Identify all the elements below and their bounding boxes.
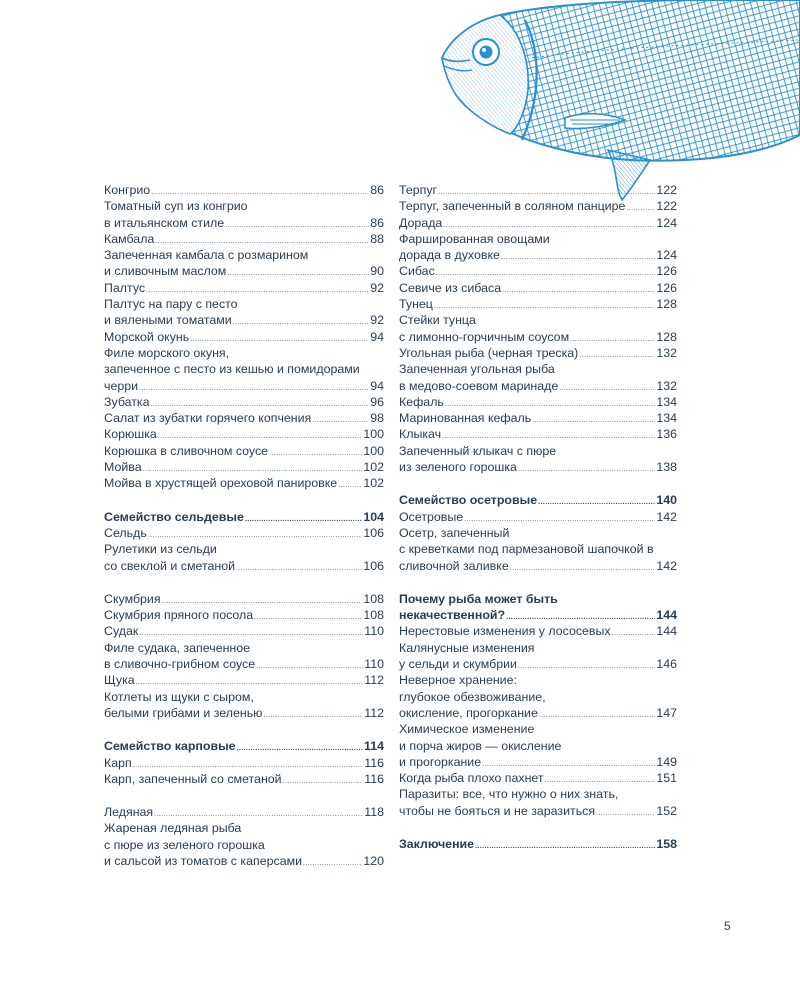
toc-entry-title: Палтус — [104, 280, 146, 295]
toc-entry-title: Севиче из сибаса — [399, 280, 502, 295]
toc-entry[interactable] — [104, 296, 384, 329]
toc-page-number: 92 — [370, 313, 384, 328]
toc-entry-title: Филе судака, запеченное — [104, 640, 251, 655]
toc-dot-leader — [139, 623, 363, 639]
toc-entry[interactable] — [399, 394, 677, 410]
toc-entry-title: Маринованная кефаль — [399, 411, 532, 426]
toc-page-number: 152 — [656, 803, 677, 818]
toc-entry[interactable] — [104, 755, 384, 771]
toc-entry[interactable] — [399, 509, 677, 525]
toc-dot-leader — [227, 263, 369, 279]
toc-entry-title: Судак — [104, 624, 139, 639]
toc-entry[interactable] — [104, 525, 384, 541]
toc-page-number: 88 — [370, 231, 384, 246]
toc-entry[interactable] — [399, 443, 677, 476]
toc-section-heading[interactable] — [104, 738, 384, 754]
page-number: 5 — [724, 919, 731, 933]
toc-dot-leader — [518, 656, 655, 672]
toc-section-heading[interactable] — [104, 509, 384, 525]
toc-entry-title: и сливочным маслом — [104, 264, 227, 279]
toc-dot-leader — [225, 215, 369, 231]
toc-page-number: 144 — [656, 624, 677, 639]
toc-entry-title: Сибас — [399, 264, 435, 279]
toc-entry-title: Мойва — [104, 460, 142, 475]
toc-page-number: 100 — [363, 443, 384, 458]
toc-entry-title: Неверное хранение: — [399, 673, 517, 688]
toc-entry-title: и вялеными томатами — [104, 313, 232, 328]
toc-right-column — [399, 182, 677, 852]
toc-entry[interactable] — [399, 721, 677, 770]
toc-dot-leader — [559, 378, 655, 394]
toc-entry-title: чтобы не бояться и не заразиться — [399, 803, 596, 818]
toc-dot-leader — [146, 280, 369, 296]
toc-dot-leader — [538, 492, 655, 508]
toc-page-number: 132 — [656, 345, 677, 360]
toc-entry-title: Скумбрия — [104, 591, 161, 606]
toc-page-number: 110 — [364, 657, 384, 672]
toc-entry[interactable] — [104, 394, 384, 410]
toc-page-number: 124 — [656, 215, 677, 230]
toc-entry-title: Жареная ледяная рыба — [104, 821, 242, 836]
toc-entry[interactable] — [399, 426, 677, 442]
toc-entry-title: Нерестовые изменения у лососевых — [399, 624, 611, 639]
toc-page-number: 112 — [364, 673, 384, 688]
toc-entry-title: Скумбрия пряного посола — [104, 608, 254, 623]
toc-entry-title: у сельди и скумбрии — [399, 657, 517, 672]
toc-entry[interactable] — [104, 198, 384, 231]
toc-entry[interactable] — [104, 231, 384, 247]
toc-page-number: 128 — [656, 297, 677, 312]
toc-entry-title: со свеклой и сметаной — [104, 558, 236, 573]
toc-page-number: 118 — [364, 805, 384, 820]
toc-entry[interactable] — [399, 525, 677, 574]
toc-entry-title: Конгрио — [104, 183, 151, 197]
toc-entry[interactable] — [104, 280, 384, 296]
toc-page-number: 94 — [370, 378, 384, 393]
toc-entry[interactable] — [104, 475, 384, 491]
toc-page-number: 122 — [656, 199, 677, 214]
toc-page-number: 86 — [370, 183, 384, 197]
toc-page-number: 151 — [656, 771, 677, 786]
toc-dot-leader — [570, 329, 655, 345]
toc-page-number: 142 — [656, 509, 677, 524]
toc-dot-leader — [510, 558, 656, 574]
toc-entry-title: Корюшка в сливочном соусе — [104, 443, 269, 458]
toc-dot-leader — [237, 738, 363, 754]
toc-entry-title: Мойва в хрустящей ореховой панировке — [104, 476, 338, 491]
toc-dot-leader — [148, 525, 363, 541]
toc-page-number: 134 — [656, 411, 677, 426]
toc-dot-leader — [502, 280, 655, 296]
toc-page-number: 106 — [363, 558, 384, 573]
toc-entry[interactable] — [399, 345, 677, 361]
toc-entry[interactable] — [104, 247, 384, 280]
toc-dot-leader — [151, 394, 370, 410]
toc-dot-leader — [256, 656, 363, 672]
toc-entry-title: Почему рыба может быть — [399, 591, 558, 606]
toc-dot-leader — [442, 426, 655, 442]
toc-entry[interactable] — [104, 329, 384, 345]
toc-entry-title: Запеченная угольная рыба — [399, 362, 555, 377]
toc-entry-title: некачественной? — [399, 608, 506, 623]
toc-entry-title: с пюре из зеленого горошка — [104, 837, 265, 852]
toc-entry[interactable] — [104, 410, 384, 426]
toc-entry-title: и порча жиров — окисление — [399, 738, 562, 753]
toc-dot-leader — [143, 459, 363, 475]
toc-entry-title: Карп — [104, 755, 132, 770]
toc-page-number: 100 — [363, 427, 384, 442]
toc-entry-title: и сальсой из томатов с каперсами — [104, 853, 303, 868]
toc-entry-title: Корюшка — [104, 427, 157, 442]
toc-dot-leader — [475, 836, 655, 852]
toc-entry[interactable] — [104, 820, 384, 869]
toc-page-number: 86 — [370, 215, 384, 230]
toc-page-number: 116 — [364, 771, 384, 786]
toc-dot-leader — [518, 459, 655, 475]
toc-entry-title: Терпуг — [399, 183, 438, 197]
toc-entry[interactable] — [399, 182, 677, 198]
toc-entry[interactable] — [399, 640, 677, 673]
toc-page-number: 144 — [656, 608, 677, 623]
toc-dot-leader — [436, 263, 656, 279]
toc-page-number: 120 — [363, 853, 384, 868]
toc-entry-title: Осетр, запеченный — [399, 525, 510, 540]
toc-dot-leader — [263, 705, 363, 721]
toc-dot-leader — [445, 394, 655, 410]
toc-entry-title: Заключение — [399, 836, 475, 851]
toc-entry[interactable] — [104, 426, 384, 442]
toc-entry[interactable] — [399, 215, 677, 231]
toc-dot-leader — [303, 853, 362, 869]
toc-page-number: 138 — [656, 460, 677, 475]
toc-entry-title: Щука — [104, 673, 135, 688]
toc-entry[interactable] — [399, 361, 677, 394]
toc-page-number: 128 — [656, 329, 677, 344]
toc-page-number: 90 — [370, 264, 384, 279]
toc-entry-title: Палтус на пару с песто — [104, 297, 238, 312]
toc-dot-leader — [532, 410, 655, 426]
toc-entry-title: Семейство карповые — [104, 739, 236, 754]
toc-entry[interactable] — [104, 804, 384, 820]
toc-dot-leader — [312, 410, 369, 426]
toc-section-heading[interactable] — [399, 492, 677, 508]
toc-page-number: 147 — [656, 705, 677, 720]
toc-entry-title: окисление, прогоркание — [399, 705, 538, 720]
toc-dot-leader — [154, 804, 363, 820]
toc-page-number: 112 — [364, 705, 384, 720]
toc-entry-title: Паразиты: все, что нужно о них знать, — [399, 787, 619, 802]
toc-page-number: 140 — [656, 493, 677, 508]
fish-illustration-icon — [440, 0, 800, 205]
toc-entry[interactable] — [104, 443, 384, 459]
toc-entry-title: Кефаль — [399, 394, 444, 409]
toc-entry-title: Морской окунь — [104, 329, 190, 344]
toc-entry-title: Тунец — [399, 297, 433, 312]
toc-page-number: 96 — [370, 394, 384, 409]
toc-entry-title: в медово-соевом маринаде — [399, 378, 559, 393]
toc-entry[interactable] — [399, 312, 677, 345]
toc-left-column — [104, 182, 384, 869]
toc-entry-title: черри — [104, 378, 139, 393]
toc-page-number: 136 — [656, 427, 677, 442]
toc-entry[interactable] — [104, 182, 384, 198]
toc-entry[interactable] — [104, 541, 384, 574]
toc-dot-leader — [136, 672, 364, 688]
toc-entry[interactable] — [399, 672, 677, 721]
toc-entry[interactable] — [104, 345, 384, 394]
toc-entry-title: Зубатка — [104, 394, 150, 409]
toc-page-number: 124 — [656, 248, 677, 263]
toc-entry-title: из зеленого горошка — [399, 460, 517, 475]
toc-page-number: 102 — [363, 476, 384, 491]
toc-dot-leader — [626, 198, 655, 214]
toc-entry-title: Запеченная камбала с розмарином — [104, 248, 309, 263]
toc-entry[interactable] — [104, 623, 384, 639]
toc-entry[interactable] — [399, 263, 677, 279]
toc-entry-title: Сельдь — [104, 525, 147, 540]
toc-entry-title: Когда рыба плохо пахнет — [399, 771, 544, 786]
toc-entry-title: запеченное с песто из кешью и помидорами — [104, 362, 360, 377]
toc-dot-leader — [190, 329, 369, 345]
toc-entry-title: Рулетики из сельди — [104, 542, 217, 557]
toc-dot-leader — [482, 754, 655, 770]
toc-entry-title: в сливочно-грибном соусе — [104, 657, 256, 672]
toc-dot-leader — [283, 771, 364, 787]
toc-entry-title: Фаршированная овощами — [399, 231, 550, 246]
toc-dot-leader — [612, 623, 656, 639]
toc-page-number: 106 — [363, 525, 384, 540]
toc-entry[interactable] — [104, 771, 384, 787]
toc-entry-title: глубокое обезвоживание, — [399, 689, 546, 704]
toc-dot-leader — [233, 312, 370, 328]
toc-dot-leader — [539, 705, 655, 721]
toc-entry-title: Химическое изменение — [399, 722, 535, 737]
toc-page-number: 126 — [656, 280, 677, 295]
toc-dot-leader — [464, 509, 655, 525]
toc-dot-leader — [596, 803, 655, 819]
toc-entry-title: Семейство осетровые — [399, 493, 538, 508]
toc-entry-title: Калянусные изменения — [399, 640, 535, 655]
toc-entry-title: Котлеты из щуки с сыром, — [104, 689, 254, 704]
toc-entry[interactable] — [104, 607, 384, 623]
toc-entry-title: Салат из зубатки горячего копчения — [104, 411, 312, 426]
toc-dot-leader — [338, 475, 362, 491]
toc-entry-title: Дорада — [399, 215, 443, 230]
toc-entry-title: с креветками под пармезановой шапочкой в — [399, 542, 654, 557]
toc-dot-leader — [254, 607, 362, 623]
toc-dot-leader — [236, 558, 362, 574]
toc-entry-title: Томатный суп из конгрио — [104, 199, 248, 214]
toc-entry-title: Камбала — [104, 231, 155, 246]
toc-page-number: 94 — [370, 329, 384, 344]
toc-entry-title: и прогоркание — [399, 754, 482, 769]
toc-page-number: 98 — [370, 411, 384, 426]
toc-entry[interactable] — [399, 410, 677, 426]
toc-dot-leader — [155, 231, 369, 247]
toc-entry[interactable] — [399, 786, 677, 819]
toc-page-number: 134 — [656, 394, 677, 409]
toc-dot-leader — [579, 345, 655, 361]
toc-page-number: 132 — [656, 378, 677, 393]
toc-dot-leader — [245, 509, 362, 525]
toc-entry[interactable] — [399, 280, 677, 296]
toc-dot-leader — [151, 182, 369, 198]
toc-entry-title: белыми грибами и зеленью — [104, 705, 263, 720]
toc-entry[interactable] — [399, 623, 677, 639]
toc-dot-leader — [438, 182, 655, 198]
toc-page-number: 146 — [656, 657, 677, 672]
toc-entry-title: Семейство сельдевые — [104, 509, 244, 524]
toc-section-heading[interactable] — [399, 591, 677, 624]
toc-entry-title: Стейки тунца — [399, 313, 476, 328]
toc-dot-leader — [139, 378, 369, 394]
toc-entry-title: Угольная рыба (черная треска) — [399, 345, 579, 360]
toc-entry-title: Филе морского окуня, — [104, 345, 230, 360]
toc-entry-title: сливочной заливке — [399, 558, 509, 573]
toc-entry[interactable] — [399, 296, 677, 312]
toc-entry-title: Осетровые — [399, 509, 464, 524]
toc-entry[interactable] — [104, 672, 384, 688]
toc-entry-title: Терпуг, запеченный в соляном панцире — [399, 199, 626, 214]
toc-dot-leader — [158, 426, 362, 442]
toc-entry-title: дорада в духовке — [399, 248, 500, 263]
toc-page-number: 142 — [656, 558, 677, 573]
toc-entry[interactable] — [104, 591, 384, 607]
toc-entry[interactable] — [104, 640, 384, 673]
toc-dot-leader — [133, 755, 364, 771]
toc-page-number: 108 — [363, 608, 384, 623]
toc-page-number: 92 — [370, 280, 384, 295]
toc-page-number: 116 — [364, 755, 384, 770]
toc-page-number: 126 — [656, 264, 677, 279]
toc-dot-leader — [434, 296, 655, 312]
toc-entry[interactable] — [399, 770, 677, 786]
toc-entry-title: Карп, запеченный со сметаной — [104, 771, 282, 786]
toc-dot-leader — [443, 215, 655, 231]
toc-entry[interactable] — [399, 231, 677, 264]
toc-section-heading[interactable] — [399, 836, 677, 852]
toc-page-number: 158 — [656, 836, 677, 851]
toc-entry-title: Запеченный клыкач с пюре — [399, 443, 557, 458]
toc-page-number: 110 — [364, 624, 384, 639]
toc-page-number: 108 — [363, 591, 384, 606]
toc-page-number: 122 — [656, 183, 677, 197]
toc-entry-title: в итальянском стиле — [104, 215, 225, 230]
toc-entry[interactable] — [399, 198, 677, 214]
toc-entry[interactable] — [104, 459, 384, 475]
toc-entry-title: Ледяная — [104, 805, 154, 820]
toc-page-number: 102 — [363, 460, 384, 475]
toc-entry[interactable] — [104, 689, 384, 722]
toc-dot-leader — [545, 770, 656, 786]
toc-entry-title: Клыкач — [399, 427, 442, 442]
toc-dot-leader — [501, 247, 655, 263]
toc-dot-leader — [269, 443, 362, 459]
toc-dot-leader — [506, 607, 655, 623]
toc-page-number: 104 — [363, 509, 384, 524]
toc-page-number: 149 — [656, 754, 677, 769]
toc-dot-leader — [162, 591, 363, 607]
toc-page-number: 114 — [364, 739, 384, 754]
toc-entry-title: с лимонно-горчичным соусом — [399, 329, 570, 344]
